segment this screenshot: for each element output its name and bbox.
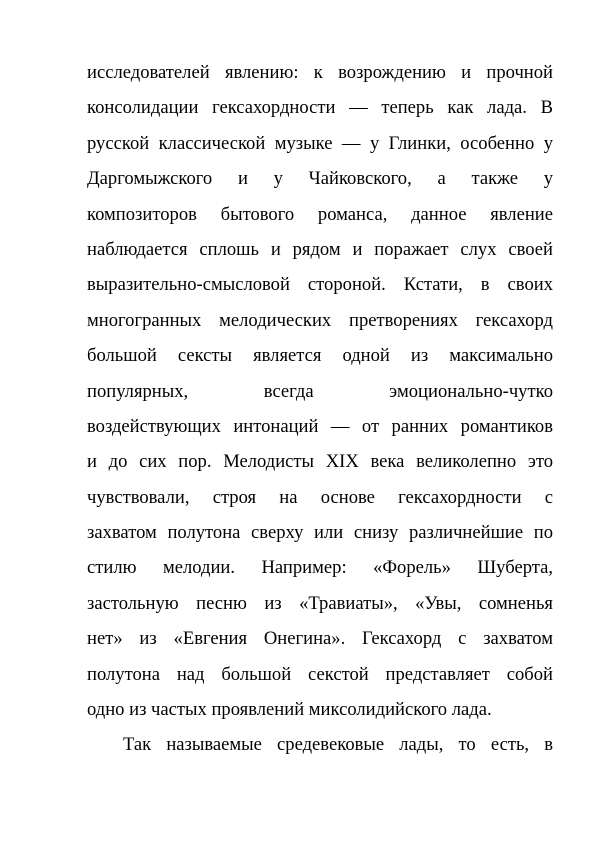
text-line: Даргомыжского и у Чайковского, а также у: [87, 168, 553, 190]
text-line: одно из частых проявлений миксолидийского лада.: [87, 699, 492, 721]
paragraph-first-line: Так называемые средевековые лады, то есть, в: [123, 734, 553, 756]
text-line: популярных, всегда эмоционально-чутко: [87, 380, 553, 402]
text-line: русской классической музыке — у Глинки, особенно у: [87, 132, 553, 154]
text-line: стилю мелодии. Например: «Форель» Шуберта,: [87, 557, 553, 579]
text-line: чувствовали, строя на основе гексахордности с: [87, 486, 553, 508]
body-text: [87, 55, 553, 763]
text-line: выразительно-смысловой стороной. Кстати, в своих: [87, 274, 553, 296]
text-line: и до сих пор. Мелодисты XIX века великолепно это: [87, 451, 553, 473]
text-line: застольную песню из «Травиаты», «Увы, сомненья: [87, 592, 553, 614]
text-line: композиторов бытового романса, данное явление: [87, 203, 553, 225]
text-line: исследователей явлению: к возрождению и прочной: [87, 62, 553, 83]
text-line: захватом полутона сверху или снизу различнейшие по: [87, 522, 553, 544]
text-line: большой сексты является одной из максимально: [87, 345, 553, 367]
text-line: воздействующих интонаций — от ранних романтиков: [87, 415, 553, 437]
text-line: консолидации гексахордности — теперь как лада. В: [87, 97, 553, 119]
text-line: полутона над большой секстой представляет собой: [87, 663, 553, 685]
text-line: наблюдается сплошь и рядом и поражает слух своей: [87, 238, 553, 260]
text-line: нет» из «Евгения Онегина». Гексахорд с захватом: [87, 628, 553, 650]
text-line: многогранных мелодических претворениях гексахорд: [87, 309, 553, 331]
